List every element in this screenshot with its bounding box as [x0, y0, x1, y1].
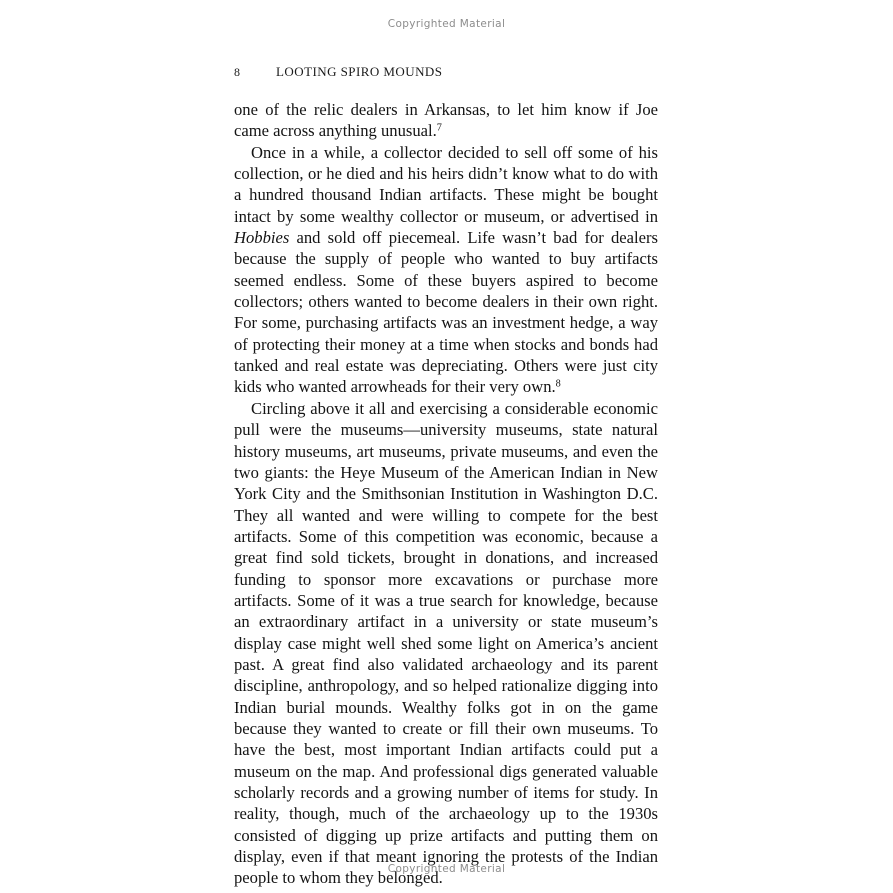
italic-publication-title: Hobbies	[234, 228, 290, 248]
footnote-marker-7[interactable]: 7	[436, 123, 442, 134]
paragraph-2-text-mid: and sold off piecemeal. Life wasn’t bad for dealers because the supply of people who wanted to buy artifacts seemed endless. Some of these buyers aspired to become collectors; others wanted to become dealers in their own right. For some, purchasing artifacts was an investment hedge, a way of protecting their money at a time when stocks and bonds had tanked and real estate was depreciating. Others were just city kids who wanted arrowheads for their very own.	[234, 228, 658, 397]
paragraph-3	[234, 398, 658, 889]
footnote-marker-8[interactable]: 8	[555, 379, 561, 391]
paragraph-3-text: Circling above it all and exercising a considerable economic pull were the museums—university museums, state natural history museums, art museums, private museums, and even the two giants: the Heye Museum of the American Indian in New York City and the Smithsonian Institution in Washington D.C. They all wanted and were willing to compete for the best artifacts. Some of this competition was economic, because a great find sold tickets, brought in donations, and increased funding to sponsor more excavations or purchase more artifacts. Some of it was a true search for knowledge, because an extraordinary artifact in a university or state museum’s display case might well shed some light on America’s ancient past. A great find also validated archaeology and its parent discipline, anthropology, and so helped rationalize digging into Indian burial mounds. Wealthy folks got in on the game because they wanted to create or fill their own museums. To have the best, most important Indian artifacts could put a museum on the map. And professional digs generated valuable scholarly records and a growing number of items for study. In reality, though, much of the archaeology up to the 1930s consisted of digging up prize artifacts and putting them on display, even if that meant ignoring the protests of the Indian people to whom they belonged.	[234, 398, 658, 888]
paragraph-2	[234, 142, 658, 398]
paragraph-1-text: one of the relic dealers in Arkansas, to let him know if Joe came across anything unusual.	[234, 100, 658, 141]
copyright-watermark-bottom: Copyrighted Material	[387, 863, 506, 875]
page-number: 8	[234, 65, 240, 79]
paragraph-1	[234, 99, 658, 142]
running-head	[234, 64, 658, 82]
body-text-column	[234, 99, 658, 889]
copyright-watermark-top: Copyrighted Material	[387, 18, 506, 30]
running-head-title: LOOTING SPIRO MOUNDS	[276, 64, 443, 79]
paragraph-2-text-lead: Once in a while, a collector decided to sell off some of his collection, or he died and his heirs didn’t know what to do with a hundred thousand Indian artifacts. These might be bought intact by some wealthy collector or museum, or advertised in	[234, 142, 658, 226]
